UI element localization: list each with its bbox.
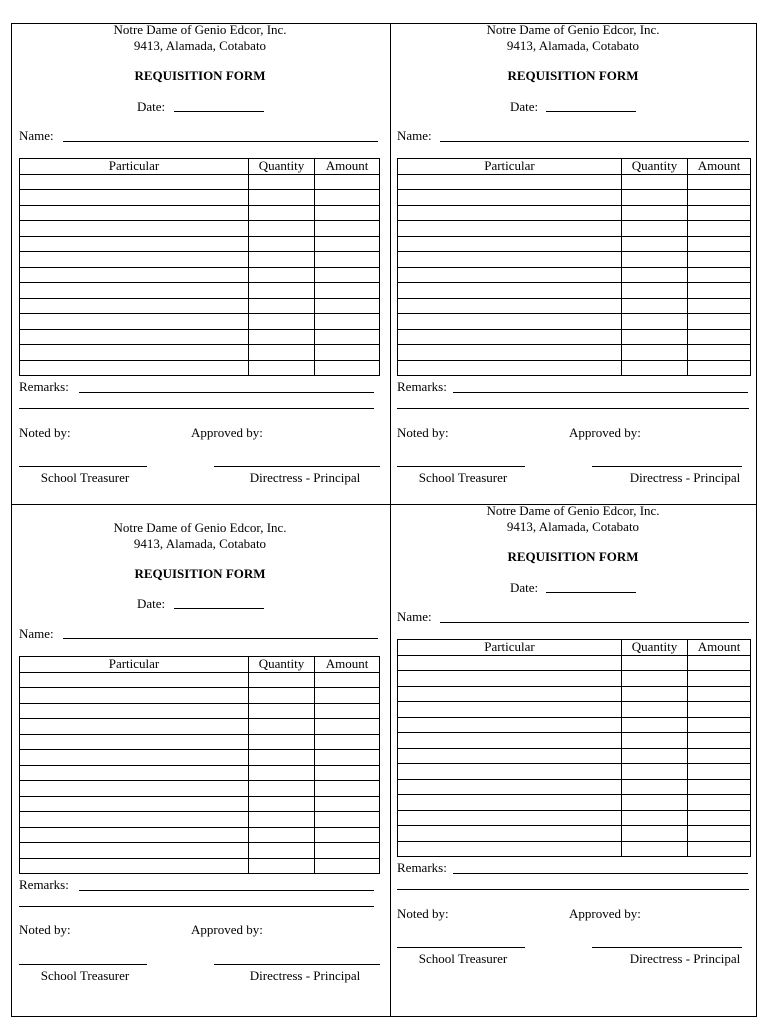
amount-cell[interactable] xyxy=(688,205,751,221)
table-row xyxy=(20,298,380,314)
amount-cell[interactable] xyxy=(315,174,380,190)
quantity-cell[interactable] xyxy=(622,252,688,268)
school-treasurer-label: School Treasurer xyxy=(40,968,130,983)
table-row xyxy=(20,796,380,812)
company-name: Notre Dame of Genio Edcor, Inc. xyxy=(113,22,287,37)
particular-cell[interactable] xyxy=(20,329,249,345)
table-header xyxy=(20,159,380,175)
quantity-cell[interactable] xyxy=(249,843,315,859)
quantity-cell[interactable] xyxy=(622,795,688,811)
amount-cell[interactable] xyxy=(688,841,751,857)
amount-cell[interactable] xyxy=(315,329,380,345)
treasurer-signature-line[interactable] xyxy=(19,466,147,467)
noted-by-label: Noted by: xyxy=(397,906,449,921)
amount-cell[interactable] xyxy=(688,748,751,764)
table-row xyxy=(20,329,380,345)
quantity-cell[interactable] xyxy=(622,702,688,718)
table-header xyxy=(398,159,751,175)
table-row xyxy=(398,298,751,314)
amount-cell[interactable] xyxy=(315,703,380,719)
company-address: 9413, Alamada, Cotabato xyxy=(133,38,267,53)
quantity-cell[interactable] xyxy=(622,671,688,687)
column-header-quantity: Quantity xyxy=(622,640,688,656)
form-title: REQUISITION FORM xyxy=(134,68,266,83)
remarks-label: Remarks: xyxy=(397,860,447,875)
quantity-cell[interactable] xyxy=(249,298,315,314)
column-header-quantity: Quantity xyxy=(622,159,688,175)
quantity-cell[interactable] xyxy=(249,781,315,797)
amount-cell[interactable] xyxy=(315,796,380,812)
table-row xyxy=(398,267,751,283)
particular-cell[interactable] xyxy=(20,314,249,330)
table-row xyxy=(398,174,751,190)
remarks-field[interactable] xyxy=(453,873,748,874)
treasurer-signature-line[interactable] xyxy=(397,466,525,467)
amount-cell[interactable] xyxy=(688,764,751,780)
quantity-cell[interactable] xyxy=(622,283,688,299)
name-field[interactable] xyxy=(440,622,749,623)
directress-principal-label: Directress - Principal xyxy=(249,968,361,983)
amount-cell[interactable] xyxy=(688,174,751,190)
table-row xyxy=(20,672,380,688)
name-field[interactable] xyxy=(63,141,378,142)
form-title: REQUISITION FORM xyxy=(507,68,639,83)
table-row xyxy=(398,810,751,826)
principal-signature-line[interactable] xyxy=(214,964,380,965)
name-field[interactable] xyxy=(440,141,749,142)
amount-cell[interactable] xyxy=(315,298,380,314)
table-row xyxy=(398,329,751,345)
particular-cell[interactable] xyxy=(20,345,249,361)
amount-cell[interactable] xyxy=(688,717,751,733)
amount-cell[interactable] xyxy=(315,843,380,859)
particular-cell[interactable] xyxy=(20,205,249,221)
noted-by-label: Noted by: xyxy=(19,425,71,440)
column-header-particular: Particular xyxy=(20,657,249,673)
column-header-amount: Amount xyxy=(315,159,380,175)
amount-cell[interactable] xyxy=(688,345,751,361)
remarks-field[interactable] xyxy=(453,392,748,393)
table-row xyxy=(20,765,380,781)
amount-cell[interactable] xyxy=(315,858,380,874)
table-row xyxy=(20,719,380,735)
table-row xyxy=(398,283,751,299)
remarks-field-line-2[interactable] xyxy=(397,889,749,890)
quantity-cell[interactable] xyxy=(622,810,688,826)
noted-by-label: Noted by: xyxy=(19,922,71,937)
column-header-particular: Particular xyxy=(20,159,249,175)
quantity-cell[interactable] xyxy=(622,345,688,361)
items-table xyxy=(397,639,751,857)
table-row xyxy=(20,734,380,750)
amount-cell[interactable] xyxy=(315,267,380,283)
amount-cell[interactable] xyxy=(315,812,380,828)
particular-cell[interactable] xyxy=(20,236,249,252)
particular-cell[interactable] xyxy=(398,748,622,764)
quantity-cell[interactable] xyxy=(249,827,315,843)
items-table xyxy=(397,158,751,376)
table-row xyxy=(398,252,751,268)
amount-cell[interactable] xyxy=(688,795,751,811)
quantity-cell[interactable] xyxy=(249,719,315,735)
table-row xyxy=(398,795,751,811)
quantity-cell[interactable] xyxy=(622,779,688,795)
name-label: Name: xyxy=(19,626,54,641)
amount-cell[interactable] xyxy=(315,781,380,797)
particular-cell[interactable] xyxy=(398,795,622,811)
principal-signature-line[interactable] xyxy=(592,466,742,467)
quantity-cell[interactable] xyxy=(249,796,315,812)
particular-cell[interactable] xyxy=(20,703,249,719)
quantity-cell[interactable] xyxy=(249,267,315,283)
approved-by-label: Approved by: xyxy=(569,425,641,440)
particular-cell[interactable] xyxy=(398,174,622,190)
amount-cell[interactable] xyxy=(688,671,751,687)
particular-cell[interactable] xyxy=(398,717,622,733)
particular-cell[interactable] xyxy=(20,812,249,828)
treasurer-signature-line[interactable] xyxy=(397,947,525,948)
particular-cell[interactable] xyxy=(398,764,622,780)
company-name: Notre Dame of Genio Edcor, Inc. xyxy=(486,22,660,37)
particular-cell[interactable] xyxy=(20,221,249,237)
particular-cell[interactable] xyxy=(398,360,622,376)
particular-cell[interactable] xyxy=(20,843,249,859)
table-row xyxy=(398,717,751,733)
particular-cell[interactable] xyxy=(398,779,622,795)
items-table xyxy=(19,158,380,376)
school-treasurer-label: School Treasurer xyxy=(418,470,508,485)
quantity-cell[interactable] xyxy=(622,174,688,190)
particular-cell[interactable] xyxy=(20,283,249,299)
principal-signature-line[interactable] xyxy=(592,947,742,948)
date-label: Date: xyxy=(510,580,539,595)
date-label: Date: xyxy=(137,596,166,611)
noted-by-label: Noted by: xyxy=(397,425,449,440)
approved-by-label: Approved by: xyxy=(191,922,263,937)
table-row xyxy=(20,174,380,190)
quantity-cell[interactable] xyxy=(622,221,688,237)
table-row xyxy=(20,205,380,221)
table-row xyxy=(398,345,751,361)
particular-cell[interactable] xyxy=(398,283,622,299)
column-header-particular: Particular xyxy=(398,640,622,656)
quantity-cell[interactable] xyxy=(622,360,688,376)
table-row xyxy=(20,750,380,766)
amount-cell[interactable] xyxy=(315,221,380,237)
amount-cell[interactable] xyxy=(688,702,751,718)
directress-principal-label: Directress - Principal xyxy=(629,470,741,485)
quantity-cell[interactable] xyxy=(622,655,688,671)
amount-cell[interactable] xyxy=(688,221,751,237)
table-row xyxy=(398,841,751,857)
table-row xyxy=(398,748,751,764)
table-row xyxy=(20,688,380,704)
quantity-cell[interactable] xyxy=(249,703,315,719)
particular-cell[interactable] xyxy=(20,858,249,874)
date-label: Date: xyxy=(510,99,539,114)
particular-cell[interactable] xyxy=(20,267,249,283)
column-header-amount: Amount xyxy=(688,159,751,175)
remarks-field-line-2[interactable] xyxy=(397,408,749,409)
amount-cell[interactable] xyxy=(688,733,751,749)
amount-cell[interactable] xyxy=(315,252,380,268)
company-address: 9413, Alamada, Cotabato xyxy=(133,536,267,551)
table-row xyxy=(398,779,751,795)
amount-cell[interactable] xyxy=(315,672,380,688)
table-row xyxy=(398,314,751,330)
table-row xyxy=(20,236,380,252)
particular-cell[interactable] xyxy=(20,190,249,206)
particular-cell[interactable] xyxy=(398,733,622,749)
quantity-cell[interactable] xyxy=(622,298,688,314)
particular-cell[interactable] xyxy=(398,841,622,857)
table-row xyxy=(20,858,380,874)
amount-cell[interactable] xyxy=(688,655,751,671)
amount-cell[interactable] xyxy=(688,267,751,283)
quantity-cell[interactable] xyxy=(249,812,315,828)
particular-cell[interactable] xyxy=(398,702,622,718)
column-header-particular: Particular xyxy=(398,159,622,175)
table-header xyxy=(398,640,751,656)
column-header-amount: Amount xyxy=(315,657,380,673)
particular-cell[interactable] xyxy=(398,826,622,842)
table-row xyxy=(20,190,380,206)
quantity-cell[interactable] xyxy=(249,360,315,376)
treasurer-signature-line[interactable] xyxy=(19,964,147,965)
amount-cell[interactable] xyxy=(315,765,380,781)
amount-cell[interactable] xyxy=(688,298,751,314)
column-header-quantity: Quantity xyxy=(249,657,315,673)
form-title: REQUISITION FORM xyxy=(507,549,639,564)
particular-cell[interactable] xyxy=(398,314,622,330)
quantity-cell[interactable] xyxy=(249,734,315,750)
table-row xyxy=(20,314,380,330)
particular-cell[interactable] xyxy=(20,750,249,766)
table-row xyxy=(398,764,751,780)
amount-cell[interactable] xyxy=(315,719,380,735)
particular-cell[interactable] xyxy=(398,221,622,237)
quantity-cell[interactable] xyxy=(249,688,315,704)
amount-cell[interactable] xyxy=(315,205,380,221)
amount-cell[interactable] xyxy=(315,236,380,252)
table-body xyxy=(20,672,380,874)
quantity-cell[interactable] xyxy=(249,283,315,299)
table-row xyxy=(398,686,751,702)
particular-cell[interactable] xyxy=(398,236,622,252)
particular-cell[interactable] xyxy=(398,655,622,671)
remarks-label: Remarks: xyxy=(19,877,69,892)
table-row xyxy=(20,267,380,283)
table-row xyxy=(20,827,380,843)
particular-cell[interactable] xyxy=(20,360,249,376)
company-address: 9413, Alamada, Cotabato xyxy=(506,38,640,53)
amount-cell[interactable] xyxy=(688,826,751,842)
date-field[interactable] xyxy=(174,608,264,609)
form-title: REQUISITION FORM xyxy=(134,566,266,581)
date-field[interactable] xyxy=(546,111,636,112)
table-row xyxy=(398,671,751,687)
quantity-cell[interactable] xyxy=(249,190,315,206)
company-address: 9413, Alamada, Cotabato xyxy=(506,519,640,534)
particular-cell[interactable] xyxy=(398,329,622,345)
quantity-cell[interactable] xyxy=(249,765,315,781)
particular-cell[interactable] xyxy=(398,252,622,268)
quantity-cell[interactable] xyxy=(622,764,688,780)
table-row xyxy=(20,252,380,268)
quantity-cell[interactable] xyxy=(622,733,688,749)
particular-cell[interactable] xyxy=(20,734,249,750)
remarks-field-line-2[interactable] xyxy=(19,408,374,409)
table-body xyxy=(398,174,751,376)
particular-cell[interactable] xyxy=(20,827,249,843)
table-row xyxy=(398,190,751,206)
table-body xyxy=(398,655,751,857)
remarks-field[interactable] xyxy=(79,392,374,393)
amount-cell[interactable] xyxy=(315,190,380,206)
amount-cell[interactable] xyxy=(315,750,380,766)
amount-cell[interactable] xyxy=(688,314,751,330)
remarks-field-line-2[interactable] xyxy=(19,906,374,907)
amount-cell[interactable] xyxy=(688,190,751,206)
name-label: Name: xyxy=(19,128,54,143)
name-label: Name: xyxy=(397,609,432,624)
amount-cell[interactable] xyxy=(688,686,751,702)
table-row xyxy=(398,702,751,718)
table-row xyxy=(20,812,380,828)
approved-by-label: Approved by: xyxy=(191,425,263,440)
particular-cell[interactable] xyxy=(398,190,622,206)
table-row xyxy=(398,733,751,749)
directress-principal-label: Directress - Principal xyxy=(249,470,361,485)
amount-cell[interactable] xyxy=(688,810,751,826)
particular-cell[interactable] xyxy=(398,671,622,687)
table-row xyxy=(398,236,751,252)
date-field[interactable] xyxy=(174,111,264,112)
quantity-cell[interactable] xyxy=(249,205,315,221)
school-treasurer-label: School Treasurer xyxy=(40,470,130,485)
particular-cell[interactable] xyxy=(20,765,249,781)
company-name: Notre Dame of Genio Edcor, Inc. xyxy=(486,503,660,518)
amount-cell[interactable] xyxy=(688,252,751,268)
amount-cell[interactable] xyxy=(688,360,751,376)
quantity-cell[interactable] xyxy=(622,267,688,283)
table-header xyxy=(20,657,380,673)
particular-cell[interactable] xyxy=(20,672,249,688)
particular-cell[interactable] xyxy=(20,174,249,190)
quantity-cell[interactable] xyxy=(249,329,315,345)
particular-cell[interactable] xyxy=(20,298,249,314)
quantity-cell[interactable] xyxy=(249,236,315,252)
table-row xyxy=(20,283,380,299)
particular-cell[interactable] xyxy=(398,298,622,314)
quantity-cell[interactable] xyxy=(249,672,315,688)
quantity-cell[interactable] xyxy=(622,329,688,345)
table-row xyxy=(398,826,751,842)
quantity-cell[interactable] xyxy=(249,252,315,268)
amount-cell[interactable] xyxy=(315,734,380,750)
amount-cell[interactable] xyxy=(315,688,380,704)
remarks-label: Remarks: xyxy=(397,379,447,394)
table-row xyxy=(20,221,380,237)
quantity-cell[interactable] xyxy=(622,236,688,252)
amount-cell[interactable] xyxy=(315,827,380,843)
quantity-cell[interactable] xyxy=(249,314,315,330)
quantity-cell[interactable] xyxy=(622,748,688,764)
remarks-field[interactable] xyxy=(79,890,374,891)
quantity-cell[interactable] xyxy=(249,221,315,237)
remarks-label: Remarks: xyxy=(19,379,69,394)
table-row xyxy=(20,843,380,859)
amount-cell[interactable] xyxy=(315,360,380,376)
particular-cell[interactable] xyxy=(398,205,622,221)
school-treasurer-label: School Treasurer xyxy=(418,951,508,966)
table-row xyxy=(20,781,380,797)
quantity-cell[interactable] xyxy=(622,686,688,702)
table-row xyxy=(20,703,380,719)
amount-cell[interactable] xyxy=(688,329,751,345)
amount-cell[interactable] xyxy=(688,779,751,795)
particular-cell[interactable] xyxy=(398,345,622,361)
quantity-cell[interactable] xyxy=(622,314,688,330)
date-field[interactable] xyxy=(546,592,636,593)
quantity-cell[interactable] xyxy=(622,205,688,221)
amount-cell[interactable] xyxy=(315,283,380,299)
items-table xyxy=(19,656,380,874)
quantity-cell[interactable] xyxy=(622,717,688,733)
quantity-cell[interactable] xyxy=(249,858,315,874)
particular-cell[interactable] xyxy=(20,781,249,797)
amount-cell[interactable] xyxy=(688,283,751,299)
table-body xyxy=(20,174,380,376)
column-header-amount: Amount xyxy=(688,640,751,656)
quantity-cell[interactable] xyxy=(622,841,688,857)
table-row xyxy=(20,345,380,361)
particular-cell[interactable] xyxy=(398,267,622,283)
quantity-cell[interactable] xyxy=(249,174,315,190)
particular-cell[interactable] xyxy=(398,810,622,826)
table-row xyxy=(398,360,751,376)
column-header-quantity: Quantity xyxy=(249,159,315,175)
approved-by-label: Approved by: xyxy=(569,906,641,921)
amount-cell[interactable] xyxy=(688,236,751,252)
particular-cell[interactable] xyxy=(20,252,249,268)
table-row xyxy=(398,655,751,671)
table-row xyxy=(20,360,380,376)
particular-cell[interactable] xyxy=(20,719,249,735)
amount-cell[interactable] xyxy=(315,314,380,330)
quantity-cell[interactable] xyxy=(622,190,688,206)
company-name: Notre Dame of Genio Edcor, Inc. xyxy=(113,520,287,535)
amount-cell[interactable] xyxy=(315,345,380,361)
quantity-cell[interactable] xyxy=(249,750,315,766)
name-field[interactable] xyxy=(63,638,378,639)
table-row xyxy=(398,221,751,237)
name-label: Name: xyxy=(397,128,432,143)
table-row xyxy=(398,205,751,221)
date-label: Date: xyxy=(137,99,166,114)
particular-cell[interactable] xyxy=(20,688,249,704)
particular-cell[interactable] xyxy=(20,796,249,812)
particular-cell[interactable] xyxy=(398,686,622,702)
quantity-cell[interactable] xyxy=(622,826,688,842)
principal-signature-line[interactable] xyxy=(214,466,380,467)
directress-principal-label: Directress - Principal xyxy=(629,951,741,966)
quantity-cell[interactable] xyxy=(249,345,315,361)
